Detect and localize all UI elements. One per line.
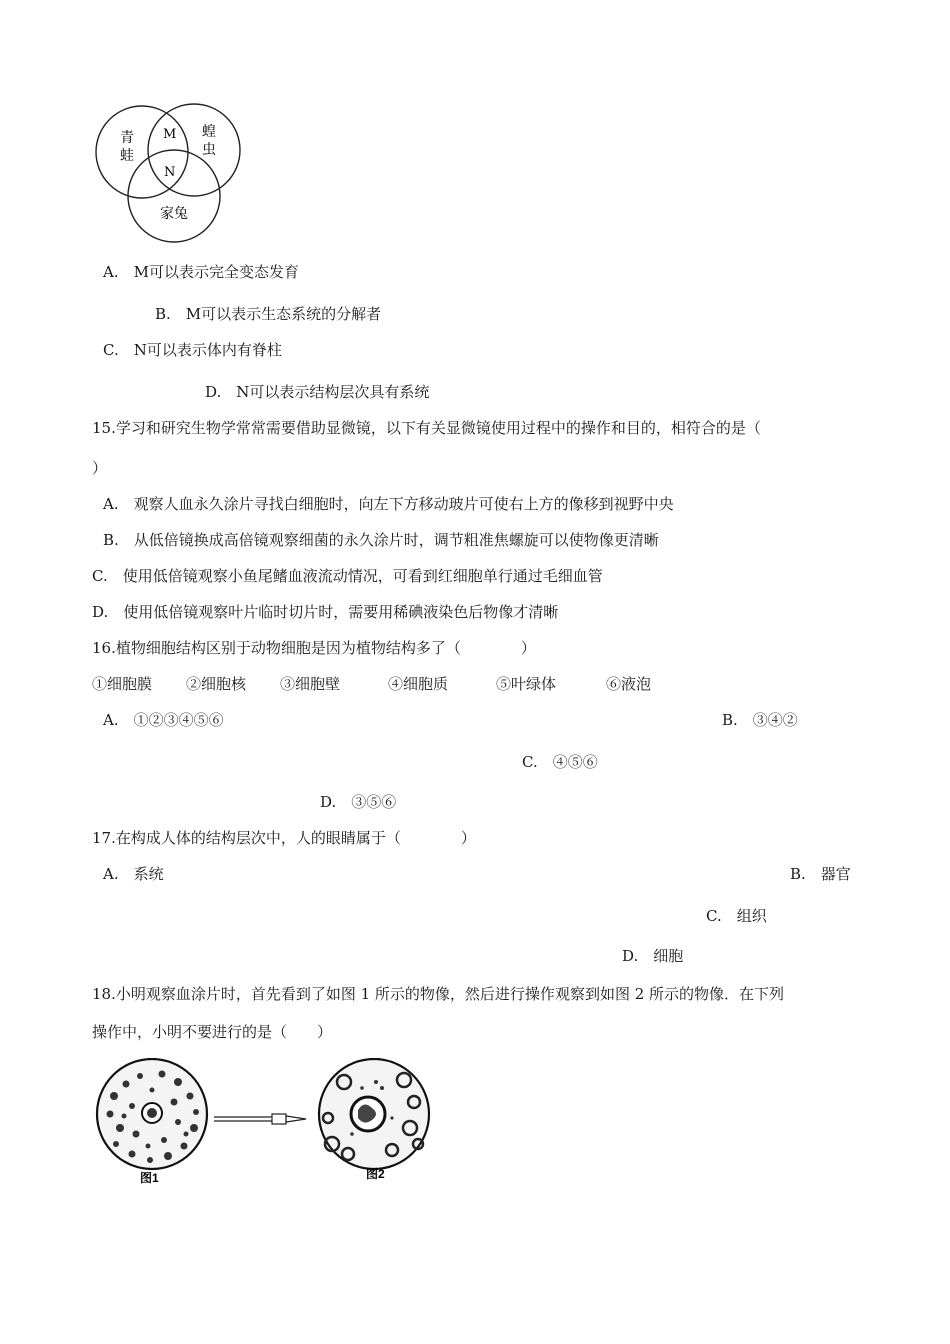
q15-option-c: C. 使用低倍镜观察小鱼尾鳍血液流动情况，可看到红细胞单行通过毛细血管: [92, 567, 603, 585]
locust-circle: [148, 104, 240, 196]
q14-option-c: C. N可以表示体内有脊柱: [103, 341, 282, 359]
frog-label-2: 蛙: [120, 147, 134, 163]
q15-option-d: D. 使用低倍镜观察叶片临时切片时，需要用稀碘液染色后物像才清晰: [92, 603, 559, 621]
rabbit-label: 家兔: [160, 205, 188, 221]
frog-label-1: 青: [120, 129, 134, 145]
q16-item-2: ②细胞核: [186, 675, 247, 693]
q17-option-c: C. 组织: [706, 907, 767, 925]
q16-item-5: ⑤叶绿体: [496, 675, 557, 693]
q15-stem-line2: ）: [92, 459, 108, 477]
figure-1-field: [97, 1059, 207, 1169]
q16-item-3: ③细胞壁: [280, 675, 341, 693]
q17-option-d: D. 细胞: [622, 947, 684, 965]
q16-option-a: A. ①②③④⑤⑥: [103, 711, 224, 729]
q14-option-d: D. N可以表示结构层次具有系统: [205, 383, 430, 401]
q15-stem-line1: 15.学习和研究生物学常常需要借助显微镜，以下有关显微镜使用过程中的操作和目的，相符合的是（: [92, 419, 761, 437]
q15-option-b: B. 从低倍镜换成高倍镜观察细菌的永久涂片时，调节粗准焦螺旋可以使物像更清晰: [103, 531, 659, 549]
locust-label-1: 蝗: [202, 123, 216, 139]
figure-2-label: 图2: [366, 1167, 385, 1181]
q16-option-b: B. ③④②: [722, 711, 798, 729]
region-n-label: N: [164, 165, 176, 180]
venn-diagram: [92, 100, 252, 248]
figure-1-label: 图1: [140, 1171, 159, 1185]
q14-option-b: B. M可以表示生态系统的分解者: [155, 305, 382, 323]
q16-option-d: D. ③⑤⑥: [320, 793, 397, 811]
q14-option-a: A. M可以表示完全变态发育: [103, 263, 299, 281]
rabbit-circle: [128, 150, 220, 242]
q18-stem-line1: 18.小明观察血涂片时，首先看到了如图 1 所示的物像，然后进行操作观察到如图 2 所示的物像．在下列: [92, 985, 785, 1003]
q16-option-c: C. ④⑤⑥: [522, 753, 598, 771]
region-m-label: M: [163, 127, 177, 142]
q17-option-a: A. 系统: [103, 865, 164, 883]
q16-item-6: ⑥液泡: [606, 675, 652, 693]
q17-stem: 17.在构成人体的结构层次中，人的眼睛属于（ ）: [92, 829, 476, 847]
frog-circle: [96, 106, 188, 198]
q16-item-1: ①细胞膜: [92, 675, 153, 693]
q16-item-4: ④细胞质: [388, 675, 449, 693]
q18-stem-line2: 操作中，小明不要进行的是（ ）: [92, 1023, 333, 1041]
q16-stem: 16.植物细胞结构区别于动物细胞是因为植物结构多了（ ）: [92, 639, 536, 657]
locust-label-2: 虫: [202, 141, 216, 157]
figure-2-field: [319, 1059, 429, 1169]
blood-smear-figure: [92, 1058, 452, 1186]
q15-option-a: A. 观察人血永久涂片寻找白细胞时，向左下方移动玻片可使右上方的像移到视野中央: [103, 495, 674, 513]
arrow-connector: [214, 1114, 306, 1124]
q17-option-b: B. 器官: [790, 865, 851, 883]
